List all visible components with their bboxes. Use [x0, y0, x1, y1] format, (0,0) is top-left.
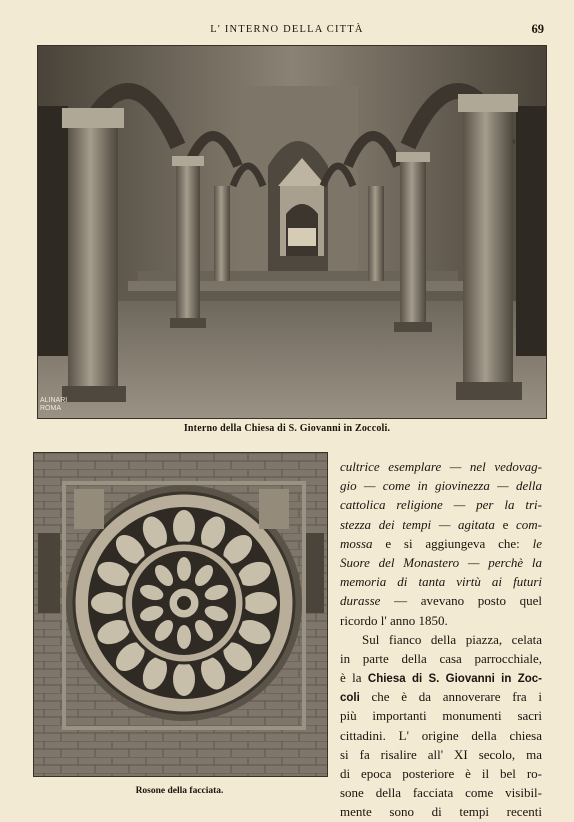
text-line: mente sono di tempi recenti [340, 804, 542, 820]
page-number: 69 [531, 22, 544, 36]
photo-credit [40, 397, 90, 413]
text-line: cattolica religione — per la tri- [340, 497, 542, 513]
text-fragment: mossa [340, 535, 373, 551]
church-name-bold: coli [340, 692, 360, 705]
church-name-bold: Chiesa di S. Giovanni in Zoc- [367, 673, 542, 686]
text-fragment: è la [340, 670, 368, 686]
text-line: cultrice esemplare — nel vedovag- [340, 459, 542, 474]
text-line: si fa risalire all' XI secolo, ma [340, 746, 542, 762]
text-line: memoria di tanta virtù ai futuri [340, 574, 542, 590]
body-text [340, 457, 542, 822]
text-line [340, 534, 542, 553]
text-line [340, 591, 542, 610]
rose-window-caption: Rosone della facciata. [135, 786, 224, 796]
text-line [340, 515, 542, 534]
photo-credit-city: ROMA [40, 405, 61, 412]
text-fragment: durasse [340, 593, 381, 609]
rose-petal [176, 556, 192, 582]
text-fragment: — avevano posto quel [380, 593, 542, 609]
text-fragment: stezza dei tempi — agitata [340, 516, 503, 532]
text-line: in parte della casa parrocchiale, [340, 650, 542, 666]
church-interior-photo [37, 45, 547, 419]
rose-petal [172, 661, 196, 697]
rose-petal [176, 624, 192, 650]
text-line: cittadini. L' origine della chiesa [340, 727, 542, 743]
rose-window-photo [33, 452, 328, 777]
text-line: Suore del Monastero — perchè la [340, 554, 542, 570]
text-line: ricordo l' anno 1850. [340, 612, 448, 628]
text-fragment: e si aggiungeva che: [372, 535, 533, 551]
running-title: L' INTERNO DELLA CITTÀ [210, 24, 364, 35]
rose-petal [90, 591, 126, 615]
rose-window-illustration [34, 453, 327, 776]
text-line [340, 687, 542, 706]
running-header [0, 20, 574, 40]
photo-credit-name: ALINARI [40, 397, 68, 404]
text-line: sone della facciata come visibil- [340, 785, 542, 801]
church-interior-caption: Interno della Chiesa di S. Giovanni in Zoccoli. [183, 423, 391, 434]
text-fragment: e [502, 516, 509, 532]
text-line: più importanti monumenti sacri [340, 708, 542, 724]
rose-petal [242, 591, 278, 615]
rose-petal [172, 509, 196, 545]
text-line: gio — come in giovinezza — della [340, 478, 542, 494]
text-line [340, 668, 542, 687]
text-fragment: che è da annoverare fra i [359, 689, 542, 705]
text-line: Sul fianco della piazza, celata [362, 631, 542, 647]
text-fragment: le [532, 535, 542, 551]
text-line: di epoca posteriore è il bel ro- [340, 766, 542, 781]
text-fragment: com- [508, 516, 542, 532]
church-interior-illustration [38, 46, 546, 418]
